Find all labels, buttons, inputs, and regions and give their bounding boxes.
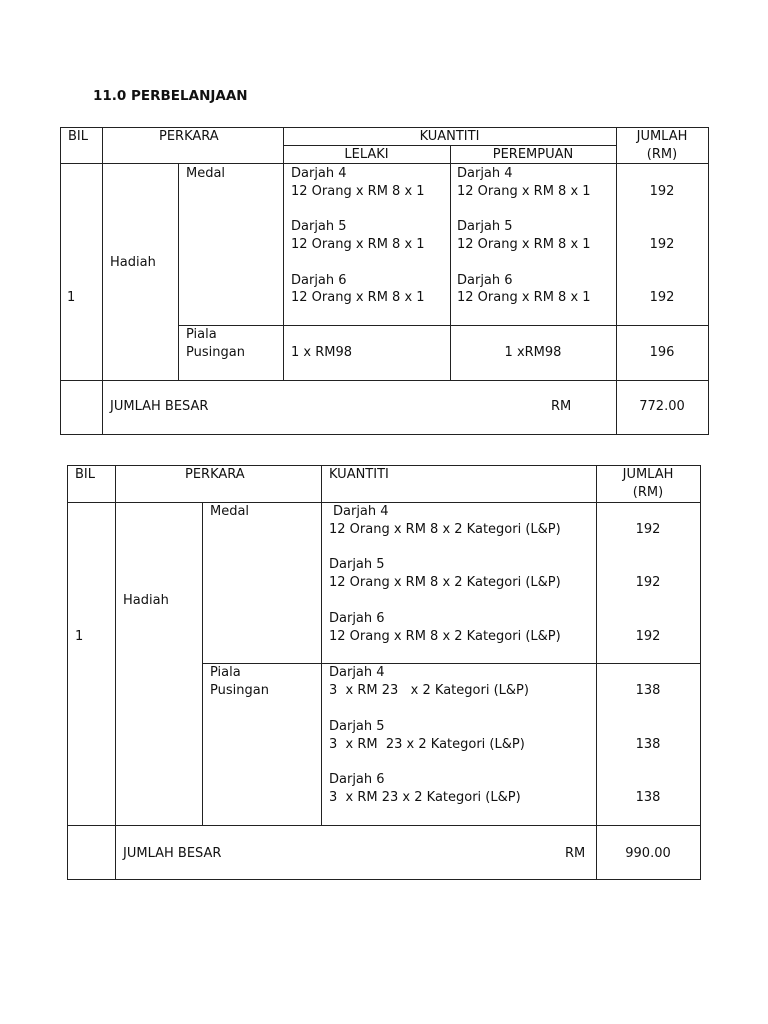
table-border: [616, 127, 617, 435]
total-value: 990.00: [625, 846, 671, 861]
item-pusingan: Pusingan: [186, 345, 245, 360]
perempuan-detail: 12 Orang x RM 8 x 1: [457, 237, 591, 252]
jumlah-value: 138: [635, 737, 661, 752]
kuantiti-darjah: Darjah 5: [329, 719, 385, 734]
item-medal: Medal: [186, 166, 226, 181]
item-hadiah: Hadiah: [110, 255, 156, 270]
table-border: [178, 325, 709, 326]
table-border: [60, 434, 709, 435]
item-piala: Piala: [210, 665, 241, 680]
table-border: [60, 127, 61, 435]
kuantiti-darjah: Darjah 4: [329, 665, 385, 680]
jumlah-value: 192: [649, 237, 675, 252]
jumlah-value: 138: [635, 683, 661, 698]
total-label: JUMLAH BESAR: [110, 399, 209, 414]
header-perkara: PERKARA: [159, 129, 219, 144]
jumlah-value: 192: [635, 522, 661, 537]
lelaki-darjah: Darjah 5: [291, 219, 347, 234]
jumlah-value: 192: [635, 629, 661, 644]
table-border: [700, 465, 701, 880]
item-medal: Medal: [210, 504, 250, 519]
jumlah-value: 192: [649, 184, 675, 199]
table-border: [202, 502, 203, 826]
total-value: 772.00: [639, 399, 685, 414]
table-border: [178, 163, 179, 381]
kuantiti-darjah: Darjah 6: [329, 772, 385, 787]
jumlah-value: 138: [635, 790, 661, 805]
total-currency: RM: [551, 399, 572, 414]
header-bil: BIL: [75, 467, 95, 482]
item-piala: Piala: [186, 327, 217, 342]
table-border: [67, 825, 701, 826]
perempuan-detail: 12 Orang x RM 8 x 1: [457, 290, 591, 305]
kuantiti-darjah: Darjah 5: [329, 557, 385, 572]
kuantiti-darjah: Darjah 6: [329, 611, 385, 626]
piala-perempuan: 1 xRM98: [504, 345, 562, 360]
kuantiti-detail: 3 x RM 23 x 2 Kategori (L&P): [329, 790, 521, 805]
kuantiti-detail: 3 x RM 23 x 2 Kategori (L&P): [329, 683, 529, 698]
piala-jumlah: 196: [649, 345, 675, 360]
header-kuantiti: KUANTITI: [329, 467, 389, 482]
perempuan-darjah: Darjah 4: [457, 166, 513, 181]
perempuan-darjah: Darjah 6: [457, 273, 513, 288]
piala-lelaki: 1 x RM98: [291, 345, 353, 360]
perempuan-detail: 12 Orang x RM 8 x 1: [457, 184, 591, 199]
table-border: [67, 465, 68, 880]
kuantiti-detail: 12 Orang x RM 8 x 2 Kategori (L&P): [329, 629, 561, 644]
table-border: [321, 465, 322, 826]
header-perkara: PERKARA: [185, 467, 245, 482]
jumlah-value: 192: [649, 290, 675, 305]
kuantiti-detail: 12 Orang x RM 8 x 2 Kategori (L&P): [329, 575, 561, 590]
lelaki-darjah: Darjah 6: [291, 273, 347, 288]
header-kuantiti: KUANTITI: [419, 129, 480, 144]
header-lelaki: LELAKI: [344, 147, 389, 162]
table-border: [283, 127, 284, 381]
header-bil: BIL: [68, 129, 88, 144]
header-jumlah: JUMLAH: [622, 467, 674, 482]
header-jumlah-unit: (RM): [632, 485, 664, 500]
total-currency: RM: [565, 846, 586, 861]
table-border: [202, 663, 701, 664]
header-jumlah-unit: (RM): [646, 147, 678, 162]
lelaki-detail: 12 Orang x RM 8 x 1: [291, 237, 425, 252]
item-hadiah: Hadiah: [123, 593, 169, 608]
total-label: JUMLAH BESAR: [123, 846, 222, 861]
bil-value: 1: [67, 290, 76, 305]
table-border: [60, 380, 709, 381]
section-heading: 11.0 PERBELANJAAN: [93, 88, 248, 104]
table-border: [708, 127, 709, 435]
jumlah-value: 192: [635, 575, 661, 590]
table-border: [102, 127, 103, 435]
bil-value: 1: [75, 629, 84, 644]
lelaki-darjah: Darjah 4: [291, 166, 347, 181]
header-perempuan: PEREMPUAN: [492, 147, 574, 162]
kuantiti-detail: 12 Orang x RM 8 x 2 Kategori (L&P): [329, 522, 561, 537]
lelaki-detail: 12 Orang x RM 8 x 1: [291, 290, 425, 305]
lelaki-detail: 12 Orang x RM 8 x 1: [291, 184, 425, 199]
table-border: [115, 465, 116, 880]
perempuan-darjah: Darjah 5: [457, 219, 513, 234]
table-border: [67, 879, 701, 880]
header-jumlah: JUMLAH: [636, 129, 688, 144]
kuantiti-detail: 3 x RM 23 x 2 Kategori (L&P): [329, 737, 525, 752]
item-pusingan: Pusingan: [210, 683, 269, 698]
kuantiti-darjah: Darjah 4: [333, 504, 389, 519]
